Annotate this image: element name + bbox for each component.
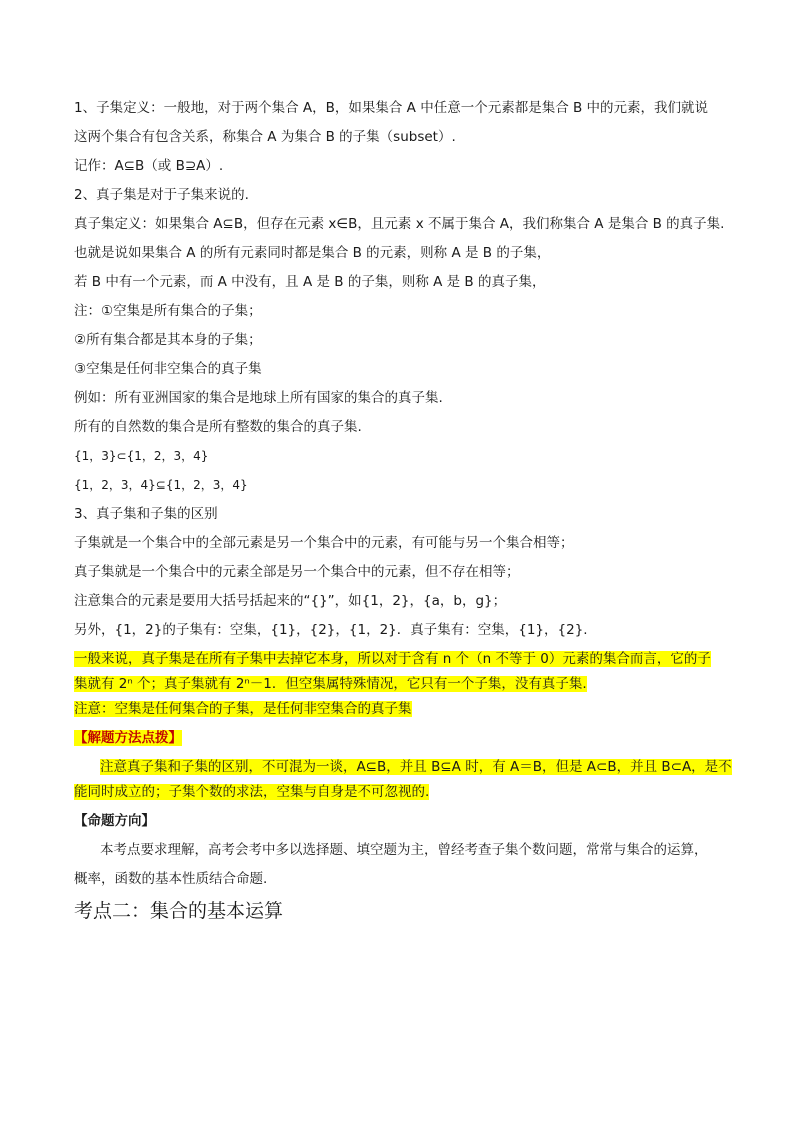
text-line: {1，3}⊂{1，2，3，4} [74, 449, 209, 463]
method-text: 能同时成立的；子集个数的求法，空集与自身是不可忽视的. [74, 784, 430, 800]
text-line: 1、子集定义：一般地，对于两个集合 A，B，如果集合 A 中任意一个元素都是集合 B 中的元素，我们就说 [74, 100, 709, 116]
highlight-line [74, 674, 734, 694]
text-line: 这两个集合有包含关系，称集合 A 为集合 B 的子集（subset）. [74, 129, 456, 145]
method-line [74, 782, 734, 802]
method-line [74, 757, 734, 777]
text-line: 子集就是一个集合中的全部元素是另一个集合中的元素，有可能与另一个集合相等； [74, 535, 574, 551]
highlight-text: 集就有 2ⁿ 个；真子集就有 2ⁿ－1．但空集属特殊情况，它只有一个子集，没有真子集. [74, 676, 587, 692]
method-title-text: 【解题方法点拨】 [74, 730, 182, 746]
text-line: 2、真子集是对于子集来说的. [74, 187, 249, 203]
text-line: 例如：所有亚洲国家的集合是地球上所有国家的集合的真子集. [74, 390, 443, 406]
direction-line: 概率，函数的基本性质结合命题. [74, 871, 268, 887]
text-line: 也就是说如果集合 A 的所有元素同时都是集合 B 的元素，则称 A 是 B 的子集， [74, 245, 551, 261]
highlight-text: 一般来说，真子集是在所有子集中去掉它本身，所以对于含有 n 个（n 不等于 0）元素的集合而言，它的子 [74, 651, 711, 667]
text-line: 记作：A⊆B（或 B⊇A）. [74, 158, 224, 174]
text-line: 真子集定义：如果集合 A⊆B，但存在元素 x∈B，且元素 x 不属于集合 A，我们称集合 A 是集合 B 的真子集. [74, 216, 725, 232]
text-line: 注：①空集是所有集合的子集； [74, 303, 262, 319]
highlight-line [74, 699, 734, 719]
document-page [74, 98, 734, 924]
text-line: 所有的自然数的集合是所有整数的集合的真子集. [74, 419, 362, 435]
method-title [74, 728, 734, 748]
direction-line: 本考点要求理解，高考会考中多以选择题、填空题为主，曾经考查子集个数问题，常常与集合的运算， [100, 842, 708, 858]
text-line: 3、真子集和子集的区别 [74, 506, 218, 522]
text-line: ③空集是任何非空集合的真子集 [74, 361, 262, 377]
direction-title-text: 【命题方向】 [74, 813, 155, 829]
method-text: 注意真子集和子集的区别，不可混为一谈，A⊆B，并且 B⊆A 时，有 A＝B，但是 A⊂B，并且 B⊂A，是不 [100, 759, 732, 775]
highlight-line [74, 649, 734, 669]
text-line: 另外，{1，2}的子集有：空集，{1}，{2}，{1，2}．真子集有：空集，{1}，{2}. [74, 622, 588, 638]
direction-title [74, 811, 734, 831]
text-line: 真子集就是一个集合中的元素全部是另一个集合中的元素，但不存在相等； [74, 564, 520, 580]
text-line: ②所有集合都是其本身的子集； [74, 332, 262, 348]
text-line: {1，2，3，4}⊆{1，2，3，4} [74, 478, 248, 492]
section-heading: 考点二：集合的基本运算 [74, 900, 284, 922]
text-line: 注意集合的元素是要用大括号括起来的“{}”，如{1，2}，{a，b，g}； [74, 593, 507, 609]
text-line: 若 B 中有一个元素，而 A 中没有，且 A 是 B 的子集，则称 A 是 B 的真子集， [74, 274, 546, 290]
highlight-text: 注意：空集是任何集合的子集，是任何非空集合的真子集 [74, 701, 412, 717]
